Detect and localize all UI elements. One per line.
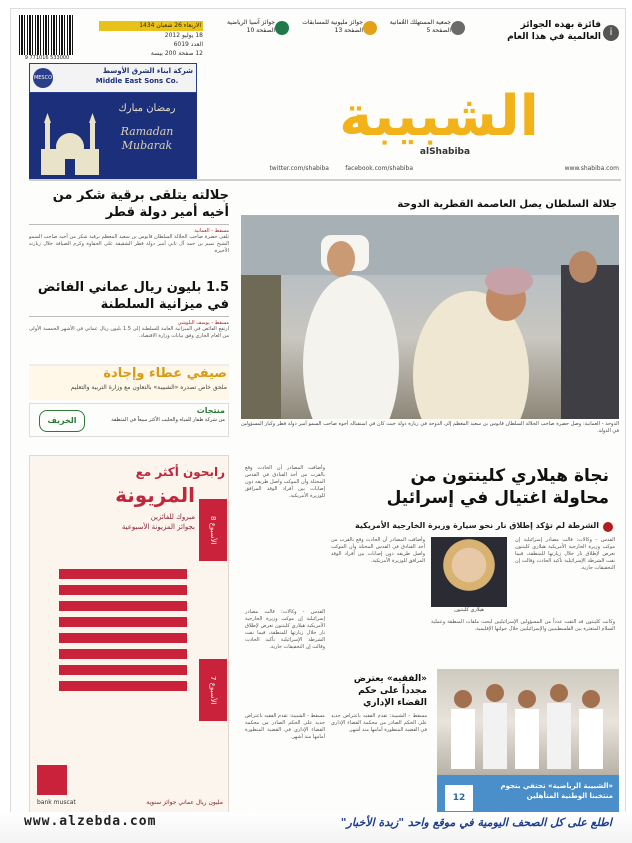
- masthead-divider: [29, 179, 621, 181]
- promo-million-title: جوائز مليونية للمسابقات: [302, 19, 363, 26]
- advert-company-en: Middle East Sons Co.: [95, 77, 179, 85]
- winners-row: [59, 617, 187, 627]
- sports-supplement-text: «الشبيبة الرياضية» تحتفي بنجوم منتخبنا الوطنية المتأهلين: [500, 782, 613, 800]
- sports-team-photo[interactable]: [437, 669, 619, 775]
- info-icon[interactable]: i: [603, 25, 619, 41]
- trophy-icon: [275, 21, 289, 35]
- promo-asia-page: الصفحة 10: [246, 27, 275, 34]
- promo-million-page: الصفحة 13: [334, 27, 363, 34]
- barcode: [19, 15, 75, 55]
- clinton-subheadline: الشرطة لم تؤكد إطلاق نار نحو سيارة وزيرة الخارجية الأمريكية: [355, 521, 599, 530]
- khareef-logo: الخريف: [39, 410, 85, 432]
- clinton-column-4: وأضافت المصادر أن الحادث وقع بالقرب من أحد الفنادق في القدس المحتلة وأن الموكب واصل طريقه دون إصابات بين أفراد الوفد المرافق للوزيرة الأمريكية.: [245, 465, 325, 499]
- main-story-title[interactable]: جلالة السلطان يصل العاصمة القطرية الدوحة: [397, 199, 617, 210]
- faqeeh-headline[interactable]: «الفقيه» يعترض مجدداً على حكم القضاء الإداري: [353, 674, 427, 708]
- lottery-brand: المزيونة: [115, 483, 195, 507]
- issue-number: العدد 6019: [173, 41, 203, 48]
- promo-consumer-page: الصفحة 5: [426, 27, 451, 34]
- summer-subtitle: ملحق خاص تصدره «الشبيبة» بالتعاون مع وزارة التربية والتعليم: [70, 384, 227, 391]
- clinton-column-2: وأضافت المصادر أن الحادث وقع بالقرب من أحد الفنادق في القدس المحتلة وأن الموكب واصل طريقه دون إصابات بين أفراد الوفد المرافق للوزيرة الأمريكية.: [331, 537, 425, 564]
- masthead-logo-en: alShabiba: [419, 147, 471, 157]
- facebook-link[interactable]: facebook.com/shabiba: [345, 165, 413, 172]
- lottery-week-tab: الأسبوع 7: [199, 659, 227, 721]
- ramadan-word: Ramadan: [120, 125, 174, 138]
- lottery-congrats: مبروك للفائزين: [150, 513, 195, 521]
- lottery-week-tab: الأسبوع 8: [199, 499, 227, 561]
- photo-figures: [241, 215, 619, 419]
- hillary-photo-caption: هيلاري كلينتون: [454, 607, 484, 613]
- website-link[interactable]: www.shabiba.com: [564, 165, 619, 172]
- lottery-weekly: بجوائز المزيونة الأسبوعية: [121, 523, 195, 531]
- promo-asia-awards[interactable]: [207, 19, 275, 35]
- footer-tagline: اطلع على كل الصحف اليومية في موقع واحد "زبدة الأخبار": [340, 816, 612, 829]
- promo-consumer[interactable]: [383, 19, 451, 35]
- summer-title: صيفي عطاء وإجادة: [103, 366, 227, 381]
- faqeeh-body-2: مسقط - الشبيبة: تقدم الفقيه باعتراض جديد على الحكم الصادر من محكمة القضاء الإداري في القضية المنظورة أمامها منذ أشهر.: [245, 713, 325, 740]
- masthead-logo[interactable]: الشبيبة: [339, 84, 539, 149]
- divider: [29, 224, 229, 225]
- story-body: ارتفع الفائض في الميزانية العامة للسلطنة إلى 1.5 بليون ريال عماني في الأشهر الخمسة الأولى من العام الجاري وفق بيانات وزارة الاقتصاد.: [29, 326, 229, 339]
- ramadan-greeting-en: [107, 125, 187, 153]
- main-story-caption: الدوحة - العمانية: وصل حضرة صاحب الجلالة السلطان قابوس بن سعيد المعظم إلى الدوحة في زيارة دولة حيث كان في استقباله أخوه صاحب السمو أمير دولة قطر وكبار المسؤولين في الدولة.: [241, 421, 619, 434]
- mesco-logo: MESCO: [33, 68, 53, 88]
- divider: [29, 316, 229, 317]
- main-story-photo[interactable]: [241, 215, 619, 419]
- story-source: مسقط - العمانية: [194, 228, 229, 234]
- clinton-column-3: وكانت كلينتون قد التقت عدداً من المسؤولين الإسرائيليين لبحث ملفات المنطقة وعملية السلام المتعثرة بين الفلسطينيين والإسرائيليين خلال جولتها الإقليمية.: [431, 619, 615, 632]
- award-notice: [471, 19, 601, 43]
- issue-date: 18 يوليو 2012: [164, 32, 203, 39]
- bank-name: bank muscat: [37, 799, 76, 806]
- faqeeh-body: مسقط - الشبيبة: تقدم الفقيه باعتراض جديد على الحكم الصادر من محكمة القضاء الإداري في القضية المنظورة أمامها منذ أشهر.: [331, 713, 427, 733]
- twitter-link[interactable]: twitter.com/shabiba: [269, 165, 329, 172]
- promo-million-prizes[interactable]: [295, 19, 363, 35]
- story-headline: 1.5 بليون ريال عماني الفائض في ميزانية السلطنة: [37, 280, 229, 312]
- clinton-column-1: القدس - وكالات: قالت مصادر إسرائيلية إن موكب وزيرة الخارجية الأمريكية هيلاري كلينتون تعرض لإطلاق نار خلال زيارتها للمنطقة، فيما نفت الشرطة الإسرائيلية تأكيد الحادث وقالت إن التحقيقات جارية.: [515, 537, 615, 571]
- clinton-headline-2[interactable]: محاولة اغتيال في إسرائيل: [386, 488, 609, 508]
- lottery-footer: مليون ريال عماني جوائز سنوية: [146, 799, 223, 806]
- footer-site-link[interactable]: www.alzebda.com: [24, 814, 157, 829]
- winners-row: [59, 681, 187, 691]
- story-source: مسقط - يوسف البلوشي: [177, 320, 229, 326]
- story-budget-surplus[interactable]: [29, 279, 229, 340]
- team-figures: [437, 669, 619, 775]
- date-hijri: الاربعاء 26 شعبان 1434: [99, 21, 203, 31]
- winners-row: [59, 585, 187, 595]
- hillary-photo: [431, 537, 507, 607]
- khareef-subtext: من شركة ظفار للمياه والحليب الأكثر مبيعاً في المنطقة: [111, 417, 225, 423]
- winners-row: [59, 649, 187, 659]
- mubarak-word: Mubarak: [121, 139, 173, 152]
- clinton-headline-1[interactable]: نجاة هيلاري كلينتون من: [410, 466, 609, 486]
- ramadan-greeting-ar: رمضان مبارك: [118, 103, 176, 114]
- issue-info: [99, 31, 203, 58]
- award-line-1: فائزة بهذه الجوائز: [520, 20, 601, 30]
- khareef-heading: منتجات: [196, 406, 225, 415]
- clinton-column-5: القدس - وكالات: قالت مصادر إسرائيلية إن موكب وزيرة الخارجية الأمريكية هيلاري كلينتون تعرض لإطلاق نار خلال زيارتها للمنطقة، فيما نفت الشرطة الإسرائيلية تأكيد الحادث وقالت إن التحقيقات جارية.: [245, 609, 325, 650]
- advert-company-ar: شركة ابناء الشرق الأوسط: [102, 67, 193, 75]
- prize-icon: [363, 21, 377, 35]
- lottery-tagline: رابحون أكثر مع: [135, 465, 225, 479]
- story-headline: جلالته يتلقى برقية شكر من أخيه أمير دولة قطر: [52, 188, 229, 220]
- story-qatar-thanks[interactable]: [29, 187, 229, 255]
- promo-consumer-title: جمعية المستهلك العُمانية: [389, 19, 451, 26]
- award-line-2: العالمية في هذا العام: [507, 32, 601, 42]
- promo-asia-title: جوائز آسيا الرياضية: [226, 19, 275, 26]
- winners-row: [59, 665, 187, 675]
- bank-muscat-logo: [37, 765, 67, 795]
- newspaper-page: [10, 8, 626, 830]
- consumer-icon: [451, 21, 465, 35]
- winners-row: [59, 633, 187, 643]
- issue-price: 12 صفحة 200 بيسة: [150, 50, 203, 57]
- winners-row: [59, 569, 187, 579]
- mosque-illustration: [37, 109, 103, 175]
- barcode-number: 9 771016 533000: [24, 55, 70, 61]
- story-body: تلقى حضرة صاحب الجلالة السلطان قابوس بن سعيد المعظم برقية شكر من أخيه صاحب السمو الشيخ تميم بن حمد آل ثاني أمير دولة قطر الشقيقة على الحفاوة وكرم الضيافة خلال زيارته الأخيرة.: [29, 234, 229, 254]
- sports-page-badge: 12: [445, 785, 473, 811]
- winners-row: [59, 601, 187, 611]
- bullet-icon: [603, 522, 613, 532]
